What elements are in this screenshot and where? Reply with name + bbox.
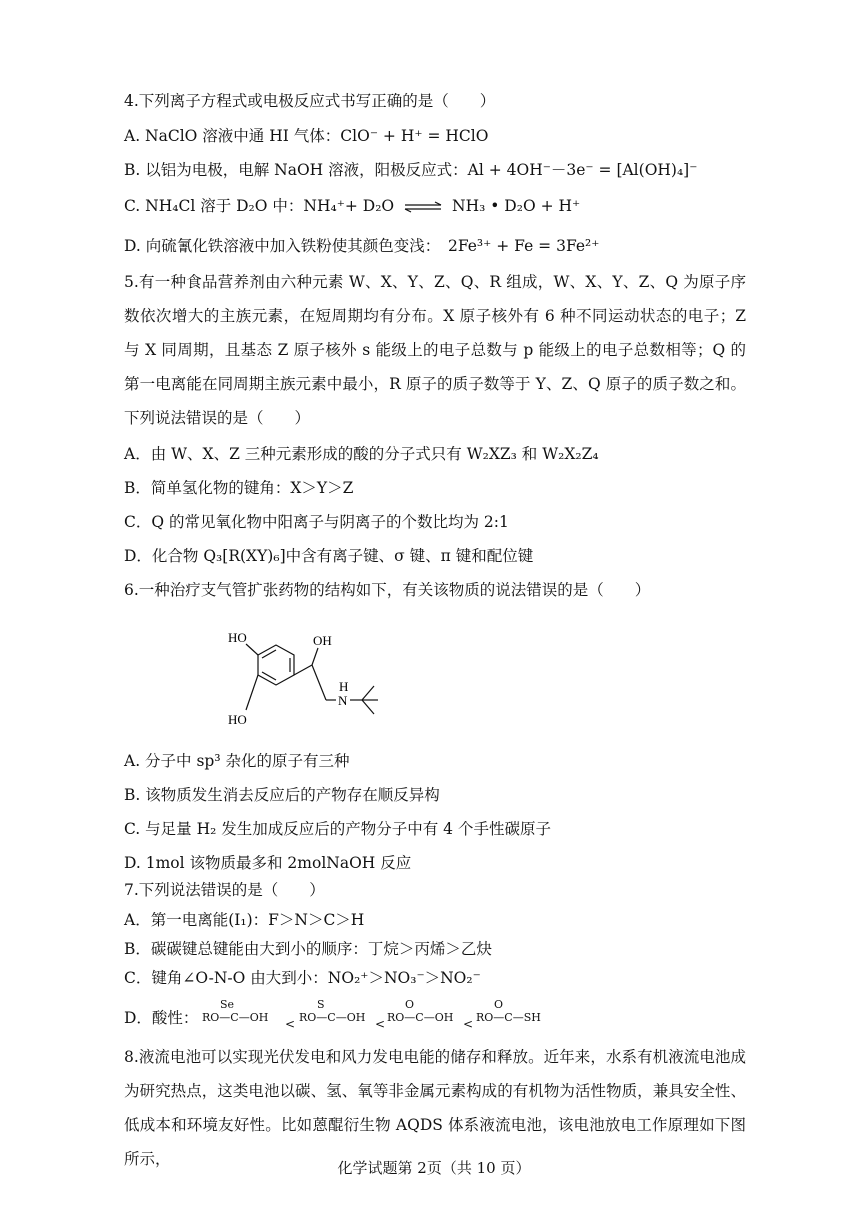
q4-option-b: B. 以铝为电极，电解 NaOH 溶液，阳极反应式：Al + 4OH⁻－3e⁻ = [Al(OH)₄]⁻ — [124, 161, 698, 179]
acid-2-top: S — [317, 998, 325, 1011]
less-than-1: < — [285, 1017, 296, 1031]
molecule-structure-diagram — [218, 620, 398, 730]
acid-4-top: O — [494, 998, 504, 1011]
page-footer: 化学试题第 2页（共 10 页） — [337, 1159, 531, 1177]
q5-stem: 5.有一种食品营养剂由六种元素 W、X、Y、Z、Q、R 组成，W、X、Y、Z、Q 为原子序数依次增大的主族元素，在短周期均有分布。X 原子核外有 6 种不同运动状态的电子；Z 与 X 同周期，且基态 Z 原子核外 s 能级上的电子总数与 p 能级上的电子总数相等；Q 的第一电离能在同周期主族元素中最小，R 原子的质子数等于 Y、Z、Q 原子的质子数之和。下列说法错误的是（ ） — [124, 273, 746, 427]
h-label: H — [339, 679, 349, 694]
ho-top-label: HO — [228, 630, 247, 645]
less-than-2: < — [375, 1017, 386, 1031]
q7-option-a: A．第一电离能(I₁)：F＞N＞C＞H — [124, 911, 365, 929]
q8-stem: 8.液流电池可以实现光伏发电和风力发电电能的储存和释放。近年来，水系有机液流电池成为研究热点，这类电池以碳、氢、氧等非金属元素构成的有机物为活性物质，兼具安全性、低成本和环境友好性。比如蒽醌衍生物 AQDS 体系液流电池，该电池放电工作原理如下图所示， — [124, 1048, 746, 1168]
less-than-3: < — [463, 1017, 474, 1031]
q4-option-c-left: C. NH₄Cl 溶于 D₂O 中：NH₄⁺+ D₂O — [124, 197, 395, 215]
q7-option-c: C．键角∠O-N-O 由大到小：NO₂⁺＞NO₃⁻＞NO₂⁻ — [124, 969, 481, 987]
q4-option-d: D. 向硫氰化铁溶液中加入铁粉使其颜色变浅： 2Fe³⁺ + Fe = 3Fe²⁺ — [124, 237, 600, 255]
q7-option-b: B．碳碳键总键能由大到小的顺序：丁烷＞丙烯＞乙炔 — [124, 940, 492, 958]
q4-option-c — [124, 196, 580, 216]
acid-1-formula: RO—C—OH — [202, 1011, 269, 1024]
q7-stem: 7.下列说法错误的是（ ） — [124, 881, 325, 899]
acid-2 — [299, 998, 379, 1024]
q7-option-d-prefix: D．酸性： — [124, 1009, 199, 1027]
q6-option-b: B. 该物质发生消去反应后的产物存在顺反异构 — [124, 786, 440, 804]
q6-option-c: C. 与足量 H₂ 发生加成反应后的产物分子中有 4 个手性碳原子 — [124, 820, 551, 838]
q4-option-c-right: NH₃ • D₂O + H⁺ — [452, 197, 581, 215]
q5-option-d: D．化合物 Q₃[R(XY)₆]中含有离子键、σ 键、π 键和配位键 — [124, 547, 534, 565]
q5-option-b: B．简单氢化物的键角：X＞Y＞Z — [124, 479, 354, 497]
oh-label: OH — [313, 633, 332, 648]
acid-1-top: Se — [220, 998, 235, 1011]
acid-3 — [387, 998, 467, 1024]
q6-option-a: A. 分子中 sp³ 杂化的原子有三种 — [124, 752, 350, 770]
acid-4 — [476, 998, 556, 1024]
acid-4-formula: RO—C—SH — [476, 1011, 541, 1024]
q6-option-d: D. 1mol 该物质最多和 2molNaOH 反应 — [124, 854, 412, 872]
q5-option-a: A．由 W、X、Z 三种元素形成的酸的分子式只有 W₂XZ₃ 和 W₂X₂Z₄ — [124, 445, 599, 463]
acid-3-top: O — [405, 998, 415, 1011]
q4-stem: 4.下列离子方程式或电极反应式书写正确的是（ ） — [124, 92, 496, 110]
q4-option-a: A. NaClO 溶液中通 HI 气体：ClO⁻ + H⁺ = HClO — [124, 127, 489, 145]
equilibrium-arrow-icon — [403, 201, 443, 213]
ho-bottom-label: HO — [228, 712, 247, 727]
q6-stem: 6.一种治疗支气管扩张药物的结构如下，有关该物质的说法错误的是（ ） — [124, 581, 651, 599]
acid-3-formula: RO—C—OH — [387, 1011, 454, 1024]
q5-option-c: C．Q 的常见氧化物中阳离子与阴离子的个数比均为 2:1 — [124, 513, 509, 531]
acid-2-formula: RO—C—OH — [299, 1011, 366, 1024]
n-label: N — [338, 693, 348, 708]
acid-1 — [202, 998, 282, 1024]
